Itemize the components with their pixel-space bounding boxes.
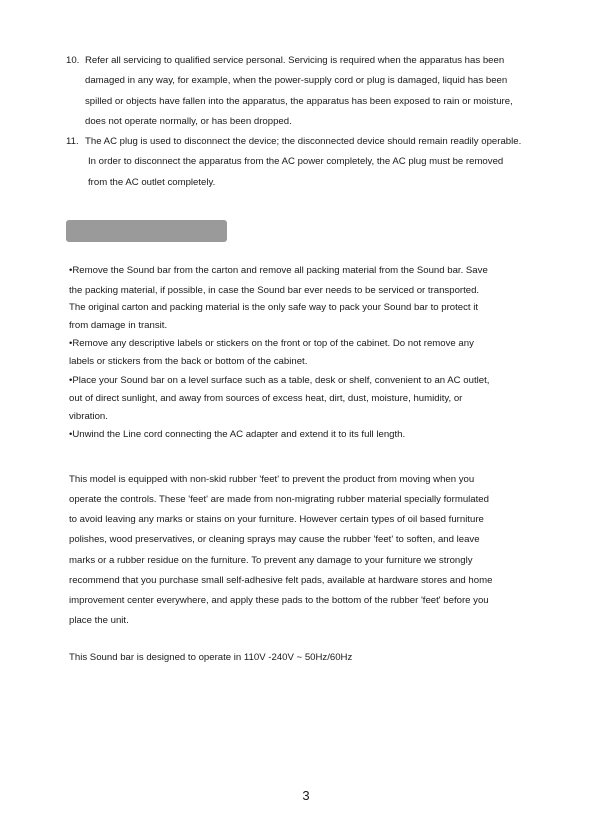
item-10-number: 10.: [66, 55, 80, 66]
item-10-line-2: damaged in any way, for example, when the power-supply cord or plug is damaged, liquid has been: [85, 75, 508, 86]
item-11-line-2: In order to disconnect the apparatus from the AC power completely, the AC plug must be removed: [88, 156, 504, 167]
feet-note-line-2: operate the controls. These 'feet' are made from non-migrating rubber material specially formulated: [69, 494, 489, 505]
item-11-line-3: from the AC outlet completely.: [88, 177, 216, 188]
item-10-line-4: does not operate normally, or has been dropped.: [85, 116, 292, 127]
feet-note-line-5: marks or a rubber residue on the furniture. To prevent any damage to your furniture we strongly: [69, 555, 473, 566]
feet-note-line-3: to avoid leaving any marks or stains on your furniture. However certain types of oil based furniture: [69, 514, 484, 525]
feet-note-line-1: This model is equipped with non-skid rubber 'feet' to prevent the product from moving when you: [69, 474, 475, 485]
setup-line-4: from damage in transit.: [69, 320, 168, 331]
item-11-number: 11.: [66, 136, 79, 147]
setup-line-5: •Remove any descriptive labels or stickers on the front or top of the cabinet. Do not remove any: [69, 338, 474, 349]
power-note: This Sound bar is designed to operate in 110V -240V ~ 50Hz/60Hz: [69, 652, 353, 663]
section-heading-bar: [66, 220, 227, 242]
setup-line-1: •Remove the Sound bar from the carton and remove all packing material from the Sound bar. Save: [69, 265, 488, 276]
setup-line-8: out of direct sunlight, and away from sources of excess heat, dirt, dust, moisture, humidity, or: [69, 393, 463, 404]
setup-line-2: the packing material, if possible, in case the Sound bar ever needs to be serviced or transported.: [69, 285, 480, 296]
feet-note-line-4: polishes, wood preservatives, or cleaning sprays may cause the rubber 'feet' to soften, and leave: [69, 534, 480, 545]
setup-line-7: •Place your Sound bar on a level surface such as a table, desk or shelf, convenient to an AC outlet,: [69, 375, 490, 386]
page-number: 3: [302, 788, 310, 803]
feet-note-line-6: recommend that you purchase small self-adhesive felt pads, available at hardware stores and home: [69, 575, 493, 586]
item-10-line-1: Refer all servicing to qualified service personal. Servicing is required when the apparatus has been: [85, 55, 505, 66]
item-11-line-1: The AC plug is used to disconnect the device; the disconnected device should remain readily operable.: [85, 136, 522, 147]
setup-line-6: labels or stickers from the back or bottom of the cabinet.: [69, 356, 308, 367]
setup-line-9: vibration.: [69, 411, 108, 422]
setup-line-3: The original carton and packing material is the only safe way to pack your Sound bar to protect it: [69, 302, 479, 313]
item-10-line-3: spilled or objects have fallen into the apparatus, the apparatus has been exposed to rain or moisture,: [85, 96, 513, 107]
feet-note-line-8: place the unit.: [69, 615, 129, 626]
feet-note-line-7: improvement center everywhere, and apply these pads to the bottom of the rubber 'feet' before you: [69, 595, 489, 606]
setup-line-10: •Unwind the Line cord connecting the AC adapter and extend it to its full length.: [69, 429, 406, 440]
